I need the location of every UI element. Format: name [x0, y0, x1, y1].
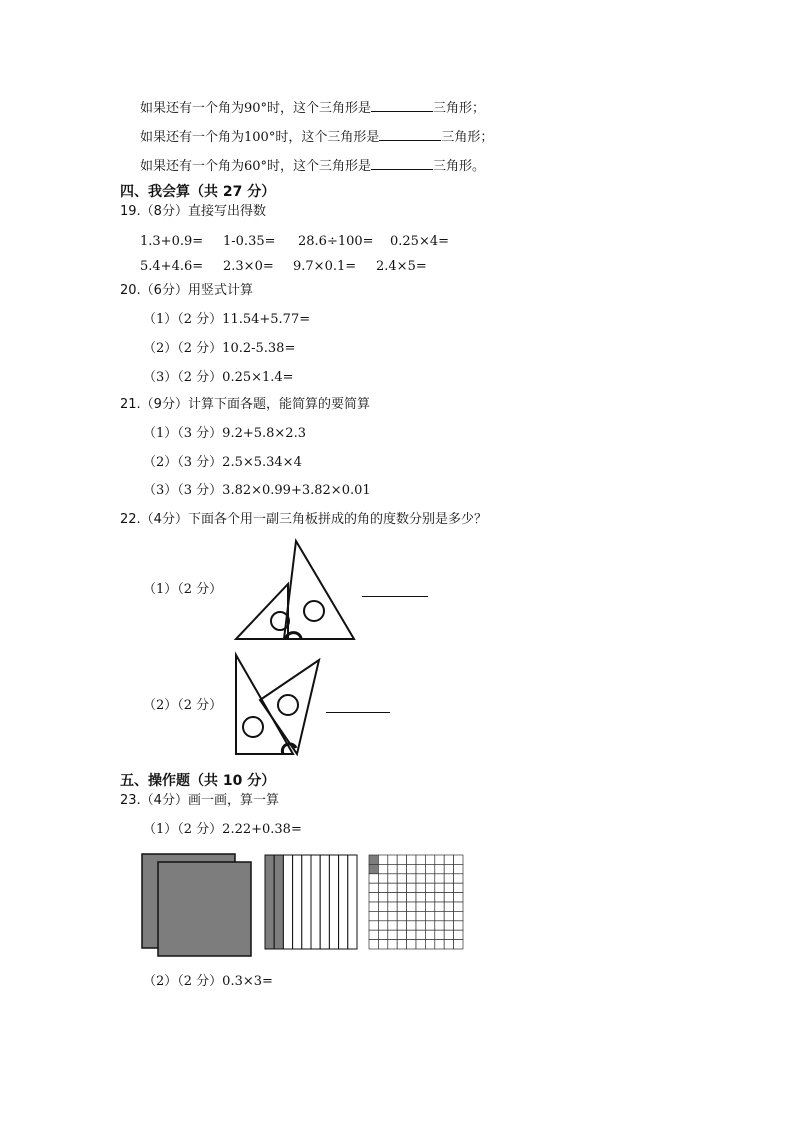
fill-line-1: [140, 98, 485, 117]
section5-title: 五、操作题（共 10 分）: [120, 773, 276, 789]
hundredths-grid: [369, 855, 463, 949]
hundredths-cell[interactable]: [407, 893, 416, 902]
tenths-grid: [265, 855, 357, 949]
hundredths-cell[interactable]: [369, 874, 378, 883]
fill-line-2-suffix: 三角形；: [441, 130, 494, 145]
q23-item-2: （2）（2 分）0.3×3=: [143, 974, 273, 989]
q22-item-1-label: （1）（2 分）: [143, 582, 223, 597]
hundredths-cell[interactable]: [435, 874, 444, 883]
hundredths-cell[interactable]: [407, 883, 416, 892]
hundredths-cell[interactable]: [407, 902, 416, 911]
answer-blank-2[interactable]: [379, 127, 441, 141]
hundredths-cell[interactable]: [407, 930, 416, 939]
hundredths-cell[interactable]: [425, 855, 434, 864]
hundredths-cell[interactable]: [378, 921, 387, 930]
fill-line-2-prefix: 如果还有一个角为100°时，这个三角形是: [140, 130, 380, 145]
hundredths-cell[interactable]: [378, 911, 387, 920]
hundredths-cell[interactable]: [416, 911, 425, 920]
hundredths-cell[interactable]: [369, 864, 378, 873]
hundredths-cell[interactable]: [454, 902, 463, 911]
q19-item-8: 2.4×5=: [376, 259, 427, 274]
hundredths-cell[interactable]: [444, 864, 453, 873]
hundredths-cell[interactable]: [454, 864, 463, 873]
q21-item-2: （2）（3 分）2.5×5.34×4: [143, 455, 302, 470]
hundredths-cell[interactable]: [388, 874, 397, 883]
tenths-strip[interactable]: [302, 855, 311, 949]
hundredths-cell[interactable]: [454, 883, 463, 892]
tenths-strip[interactable]: [329, 855, 338, 949]
triangle-45-b: [260, 660, 319, 754]
tenths-strip[interactable]: [311, 855, 320, 949]
tenths-strip[interactable]: [293, 855, 302, 949]
q20-item-3: （3）（2 分）0.25×1.4=: [143, 370, 294, 385]
q19-item-3: 28.6÷100=: [298, 234, 374, 249]
q21-item-3: （3）（3 分）3.82×0.99+3.82×0.01: [143, 483, 371, 498]
answer-blank-1[interactable]: [371, 98, 433, 112]
q22-item-2-label: （2）（2 分）: [143, 698, 223, 713]
q20-item-1: （1）（2 分）11.54+5.77=: [143, 312, 311, 327]
hundredths-cell[interactable]: [454, 855, 463, 864]
hundredths-cell[interactable]: [407, 855, 416, 864]
hundredths-cell[interactable]: [454, 911, 463, 920]
hundredths-cell[interactable]: [369, 855, 378, 864]
hundredths-cell[interactable]: [435, 902, 444, 911]
hundredths-cell[interactable]: [425, 930, 434, 939]
hundredths-cell[interactable]: [378, 874, 387, 883]
hundredths-cell[interactable]: [425, 921, 434, 930]
hundredths-cell[interactable]: [369, 883, 378, 892]
tenths-strip[interactable]: [348, 855, 357, 949]
hundredths-cell[interactable]: [369, 911, 378, 920]
hundredths-cell[interactable]: [454, 940, 463, 949]
hundredths-cell[interactable]: [444, 911, 453, 920]
fill-line-3-prefix: 如果还有一个角为60°时，这个三角形是: [140, 159, 372, 174]
hundredths-cell[interactable]: [435, 855, 444, 864]
hundredths-cell[interactable]: [388, 883, 397, 892]
q23-heading: 23.（4分）画一画，算一算: [120, 793, 279, 808]
hundredths-cell[interactable]: [369, 893, 378, 902]
hundredths-cell[interactable]: [388, 864, 397, 873]
shaded-whole-square-back: [142, 854, 235, 948]
fill-line-1-suffix: 三角形；: [433, 101, 486, 116]
hundredths-cell[interactable]: [369, 902, 378, 911]
hundredths-cell[interactable]: [425, 883, 434, 892]
answer-blank-3[interactable]: [371, 156, 433, 170]
hundredths-cell[interactable]: [444, 940, 453, 949]
hundredths-cell[interactable]: [454, 893, 463, 902]
hundredths-cell[interactable]: [416, 855, 425, 864]
hundredths-cell[interactable]: [397, 855, 406, 864]
hundredths-cell[interactable]: [407, 911, 416, 920]
hundredths-cell[interactable]: [425, 874, 434, 883]
answer-line-q22-2[interactable]: [326, 712, 390, 713]
hundredths-cell[interactable]: [378, 893, 387, 902]
hundredths-cell[interactable]: [388, 911, 397, 920]
q19-item-6: 2.3×0=: [223, 259, 274, 274]
hundredths-cell[interactable]: [435, 893, 444, 902]
hundredths-cell[interactable]: [388, 921, 397, 930]
hundredths-cell[interactable]: [388, 893, 397, 902]
hundredths-cell[interactable]: [435, 911, 444, 920]
hundredths-cell[interactable]: [454, 874, 463, 883]
hundredths-cell[interactable]: [378, 864, 387, 873]
answer-line-q22-1[interactable]: [362, 596, 428, 597]
hundredths-cell[interactable]: [425, 911, 434, 920]
hundredths-cell[interactable]: [388, 930, 397, 939]
q19-item-5: 5.4+4.6=: [140, 259, 204, 274]
triangle-30-60-b: [236, 655, 293, 754]
hundredths-cell[interactable]: [378, 883, 387, 892]
triangle-circle-a: [271, 612, 289, 630]
hundredths-cell[interactable]: [444, 930, 453, 939]
angle-arc-2: [282, 744, 296, 754]
hundredths-cell[interactable]: [397, 893, 406, 902]
hundredths-cell[interactable]: [444, 902, 453, 911]
fill-line-3-suffix: 三角形。: [433, 159, 486, 174]
hundredths-cell[interactable]: [397, 930, 406, 939]
hundredths-cell[interactable]: [435, 940, 444, 949]
hundredths-cell[interactable]: [369, 940, 378, 949]
hundredths-cell[interactable]: [425, 893, 434, 902]
fill-line-1-prefix: 如果还有一个角为90°时，这个三角形是: [140, 101, 372, 116]
tenths-strip[interactable]: [320, 855, 329, 949]
shaded-whole-square-front: [158, 862, 251, 956]
hundredths-cell[interactable]: [397, 911, 406, 920]
hundredths-cell[interactable]: [397, 902, 406, 911]
fill-line-2: [140, 127, 493, 146]
q19-item-4: 0.25×4=: [390, 234, 450, 249]
q19-item-7: 9.7×0.1=: [293, 259, 357, 274]
q20-item-2: （2）（2 分）10.2-5.38=: [143, 341, 296, 356]
hundredths-cell[interactable]: [425, 864, 434, 873]
hundredths-cell[interactable]: [425, 940, 434, 949]
hundredths-cell[interactable]: [416, 893, 425, 902]
tenths-strip[interactable]: [283, 855, 292, 949]
hundredths-cell[interactable]: [388, 855, 397, 864]
hundredths-cell[interactable]: [435, 864, 444, 873]
q19-item-1: 1.3+0.9=: [140, 234, 204, 249]
hundredths-cell[interactable]: [407, 874, 416, 883]
hundredths-cell[interactable]: [388, 902, 397, 911]
q21-heading: 21.（9分）计算下面各题，能简算的要简算: [120, 397, 370, 412]
triangle-30-60: [284, 541, 354, 639]
triangle-circle-c: [243, 717, 263, 737]
hundredths-cell[interactable]: [454, 930, 463, 939]
tenths-strip[interactable]: [339, 855, 348, 949]
tenths-strip[interactable]: [274, 855, 283, 949]
q23-item-1: （1）（2 分）2.22+0.38=: [143, 822, 302, 837]
hundredths-cell[interactable]: [425, 902, 434, 911]
hundredths-cell[interactable]: [388, 940, 397, 949]
q20-heading: 20.（6分）用竖式计算: [120, 283, 253, 298]
hundredths-cell[interactable]: [416, 883, 425, 892]
hundredths-cell[interactable]: [444, 855, 453, 864]
hundredths-cell[interactable]: [378, 855, 387, 864]
triangle-circle-b: [304, 601, 324, 621]
hundredths-cell[interactable]: [416, 940, 425, 949]
hundredths-cell[interactable]: [416, 874, 425, 883]
hundredths-cell[interactable]: [407, 921, 416, 930]
hundredths-cell[interactable]: [435, 930, 444, 939]
triangle-45: [236, 584, 288, 639]
hundredths-cell[interactable]: [369, 921, 378, 930]
hundredths-cell[interactable]: [435, 883, 444, 892]
hundredths-cell[interactable]: [397, 940, 406, 949]
hundredths-cell[interactable]: [444, 921, 453, 930]
hundredths-cell[interactable]: [378, 930, 387, 939]
hundredths-cell[interactable]: [378, 940, 387, 949]
hundredths-cell[interactable]: [416, 921, 425, 930]
hundredths-cell[interactable]: [369, 930, 378, 939]
q21-item-1: （1）（3 分）9.2+5.8×2.3: [143, 426, 306, 441]
hundredths-cell[interactable]: [444, 893, 453, 902]
hundredths-cell[interactable]: [397, 864, 406, 873]
hundredths-cell[interactable]: [407, 940, 416, 949]
angle-arc-1: [286, 633, 301, 639]
hundredths-cell[interactable]: [397, 874, 406, 883]
hundredths-cell[interactable]: [397, 921, 406, 930]
hundredths-cell[interactable]: [416, 902, 425, 911]
hundredths-cell[interactable]: [407, 864, 416, 873]
q22-heading: 22.（4分）下面各个用一副三角板拼成的角的度数分别是多少？: [120, 512, 487, 527]
hundredths-cell[interactable]: [397, 883, 406, 892]
fill-line-3: [140, 156, 485, 175]
hundredths-cell[interactable]: [435, 921, 444, 930]
hundredths-cell[interactable]: [454, 921, 463, 930]
tenths-strip[interactable]: [265, 855, 274, 949]
q19-item-2: 1-0.35=: [223, 234, 276, 249]
triangle-circle-d: [278, 695, 298, 715]
hundredths-cell[interactable]: [378, 902, 387, 911]
hundredths-cell[interactable]: [416, 864, 425, 873]
hundredths-cell[interactable]: [444, 883, 453, 892]
q19-heading: 19.（8分）直接写出得数: [120, 204, 266, 219]
hundredths-cell[interactable]: [444, 874, 453, 883]
section4-title: 四、我会算（共 27 分）: [120, 184, 276, 200]
hundredths-cell[interactable]: [416, 930, 425, 939]
